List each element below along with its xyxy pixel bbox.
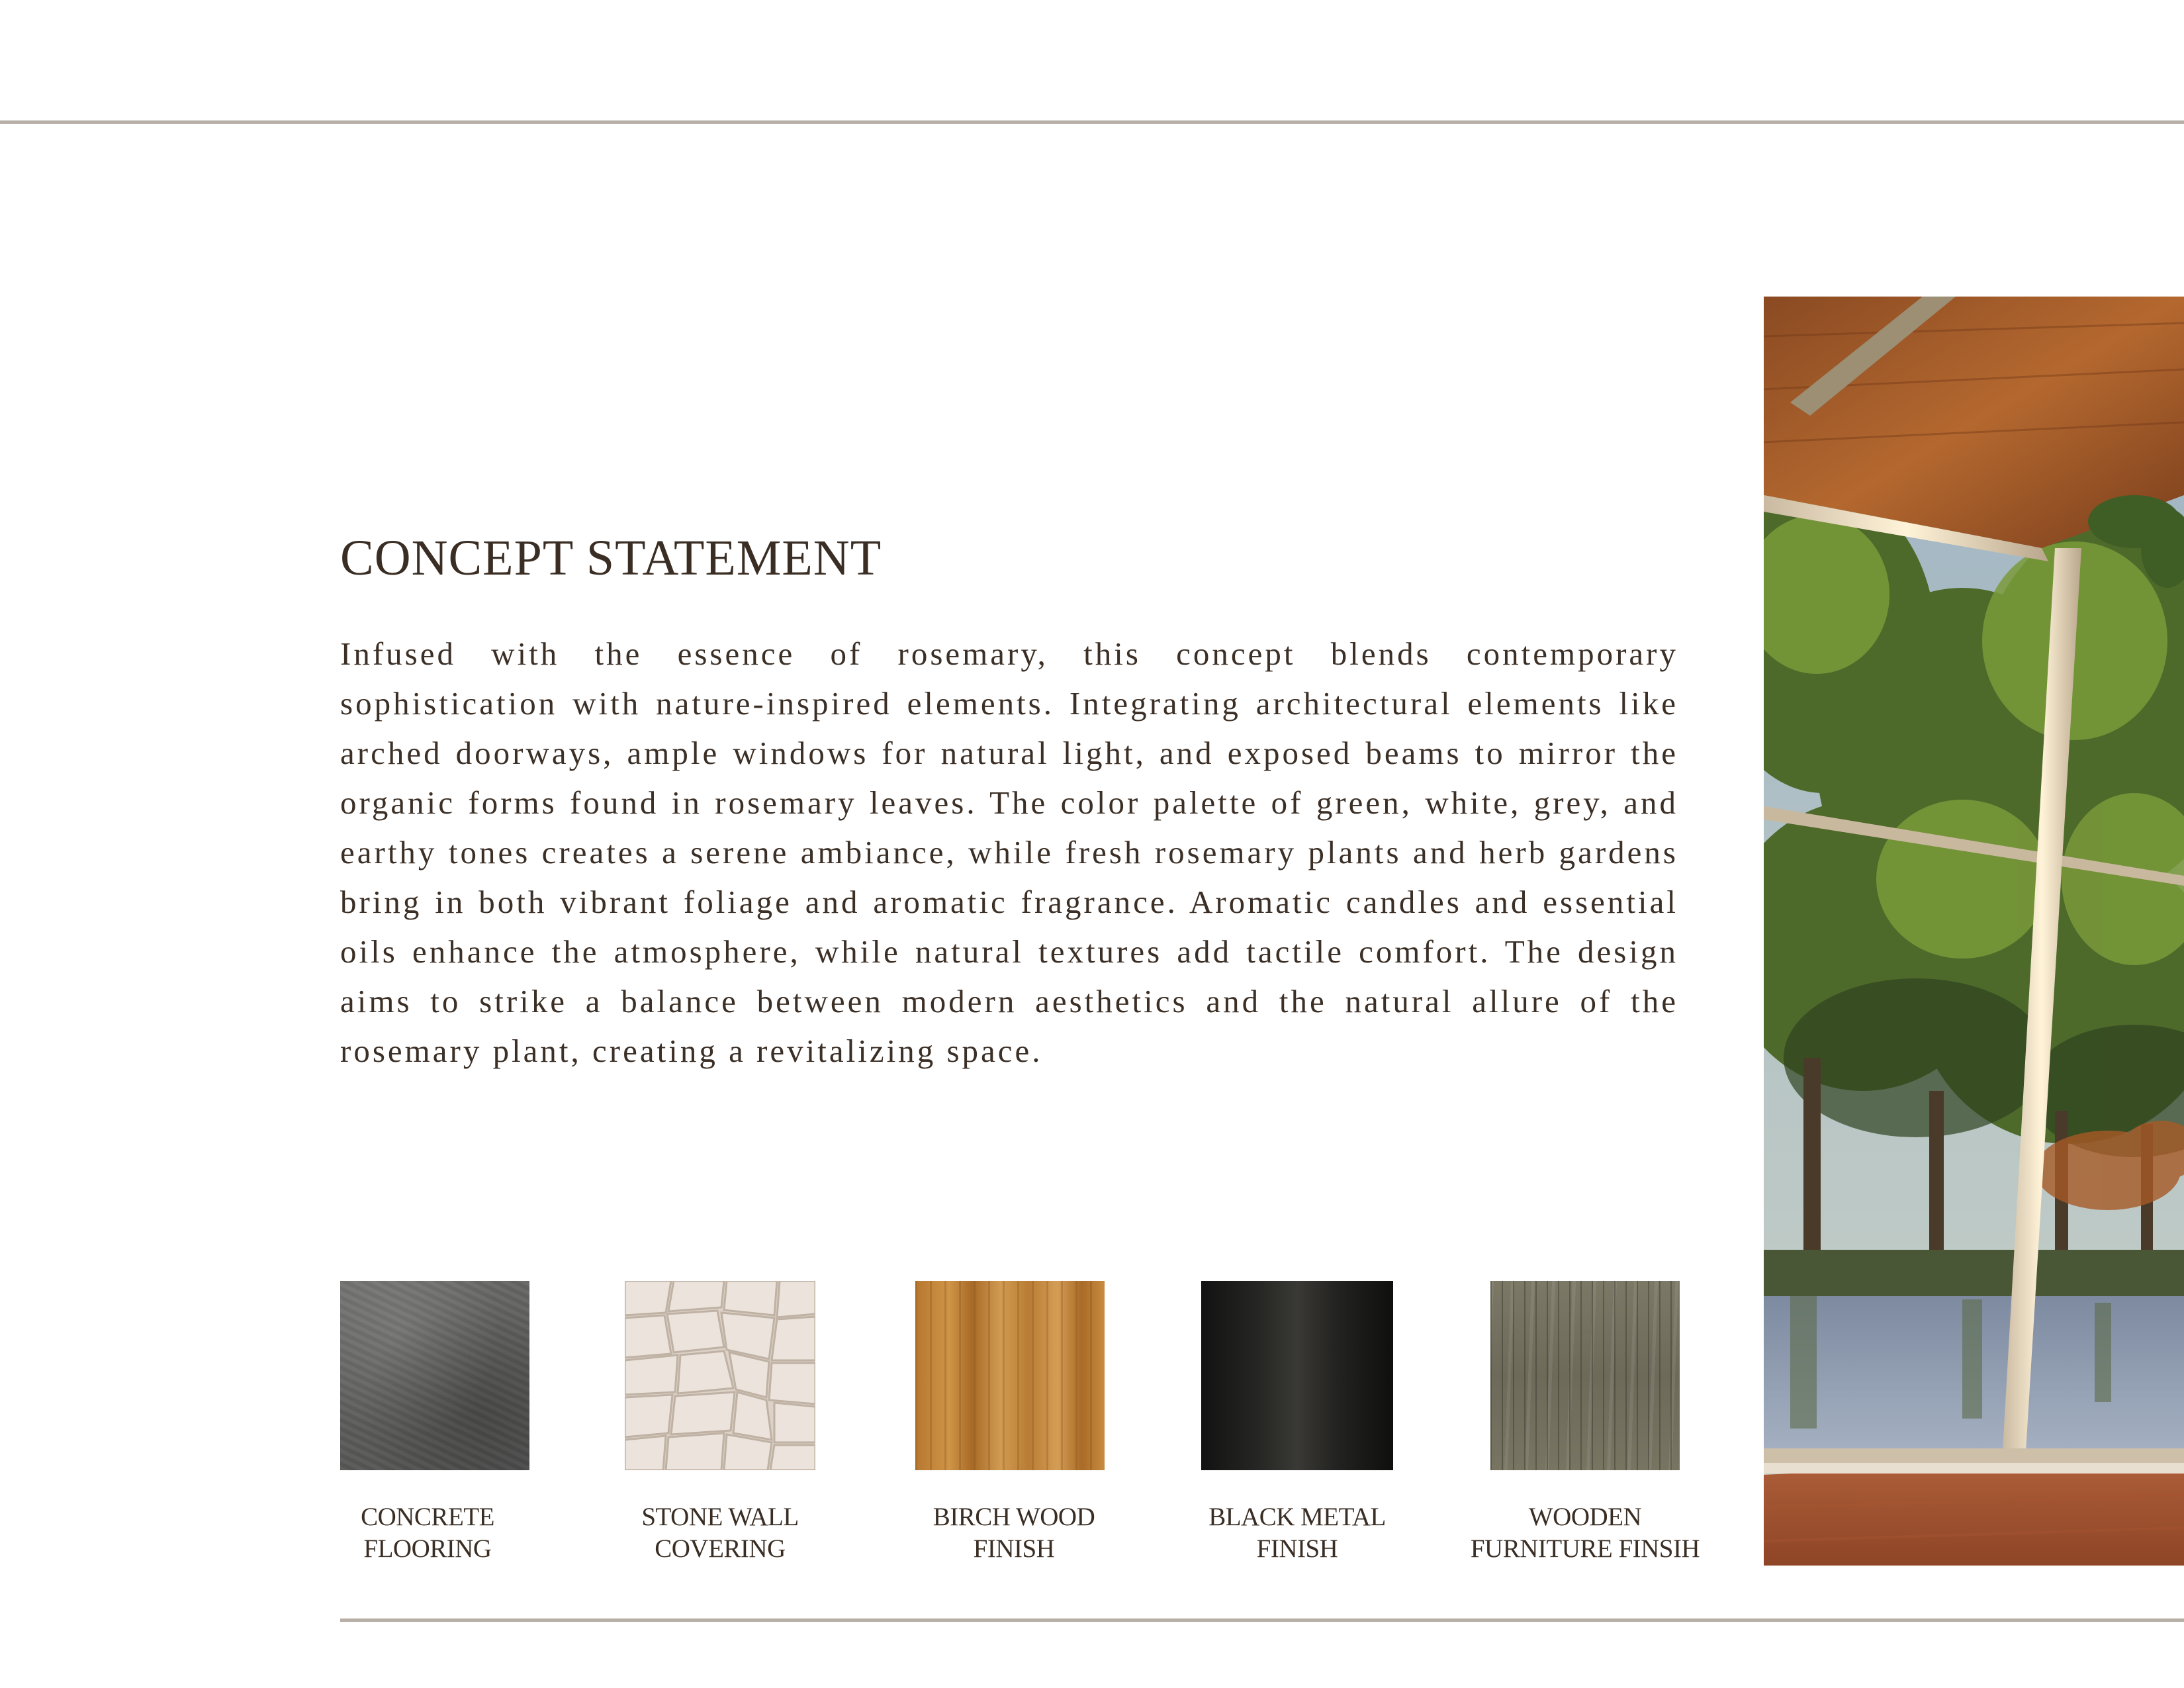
label-line: FLOORING — [363, 1534, 492, 1563]
label-line: WOODEN — [1528, 1503, 1642, 1531]
birch-wood-finish-label — [875, 1501, 1153, 1565]
concept-statement-body: Infused with the essence of rosemary, this concept blends contemporary sophistication with nature-inspired elements. Integrating architectural elements like arched doorways, ample windows for natural light, and exposed beams to mirror the organic forms found in rosemary leaves. The color palette of green, white, grey, and earthy tones creates a serene ambiance, while fresh rosemary plants and herb gardens bring in both vibrant foliage and aromatic fragrance. Aromatic candles and essential oils enhance the atmosphere, while natural textures add tactile comfort. The design aims to strike a balance between modern aesthetics and the natural allure of the rosemary plant, creating a revitalizing space. — [340, 635, 1678, 1069]
label-line: FINISH — [973, 1534, 1055, 1563]
wooden-furniture-finish-label — [1446, 1501, 1724, 1565]
label-line: CONCRETE — [361, 1503, 494, 1531]
label-line: BLACK METAL — [1208, 1503, 1386, 1531]
label-line: COVERING — [655, 1534, 786, 1563]
label-line: BIRCH WOOD — [933, 1503, 1095, 1531]
bottom-divider — [340, 1618, 2184, 1622]
label-line: FURNITURE FINSIH — [1470, 1534, 1700, 1563]
interior-render-image — [1764, 297, 2184, 1566]
stone-wall-covering-label — [581, 1501, 859, 1565]
wooden-furniture-finish-swatch — [1490, 1281, 1680, 1470]
concrete-flooring-swatch — [340, 1281, 529, 1470]
top-divider — [0, 120, 2184, 124]
black-metal-finish-label — [1158, 1501, 1436, 1565]
birch-wood-finish-swatch — [915, 1281, 1105, 1470]
interior-render-illustration — [1764, 297, 2184, 1566]
page-title: CONCEPT STATEMENT — [340, 530, 882, 586]
stone-texture — [625, 1281, 815, 1470]
label-line: STONE WALL — [641, 1503, 799, 1531]
label-line: FINISH — [1256, 1534, 1338, 1563]
black-metal-finish-swatch — [1201, 1281, 1393, 1470]
stone-wall-covering-swatch — [625, 1281, 815, 1470]
concrete-flooring-label — [289, 1501, 567, 1565]
